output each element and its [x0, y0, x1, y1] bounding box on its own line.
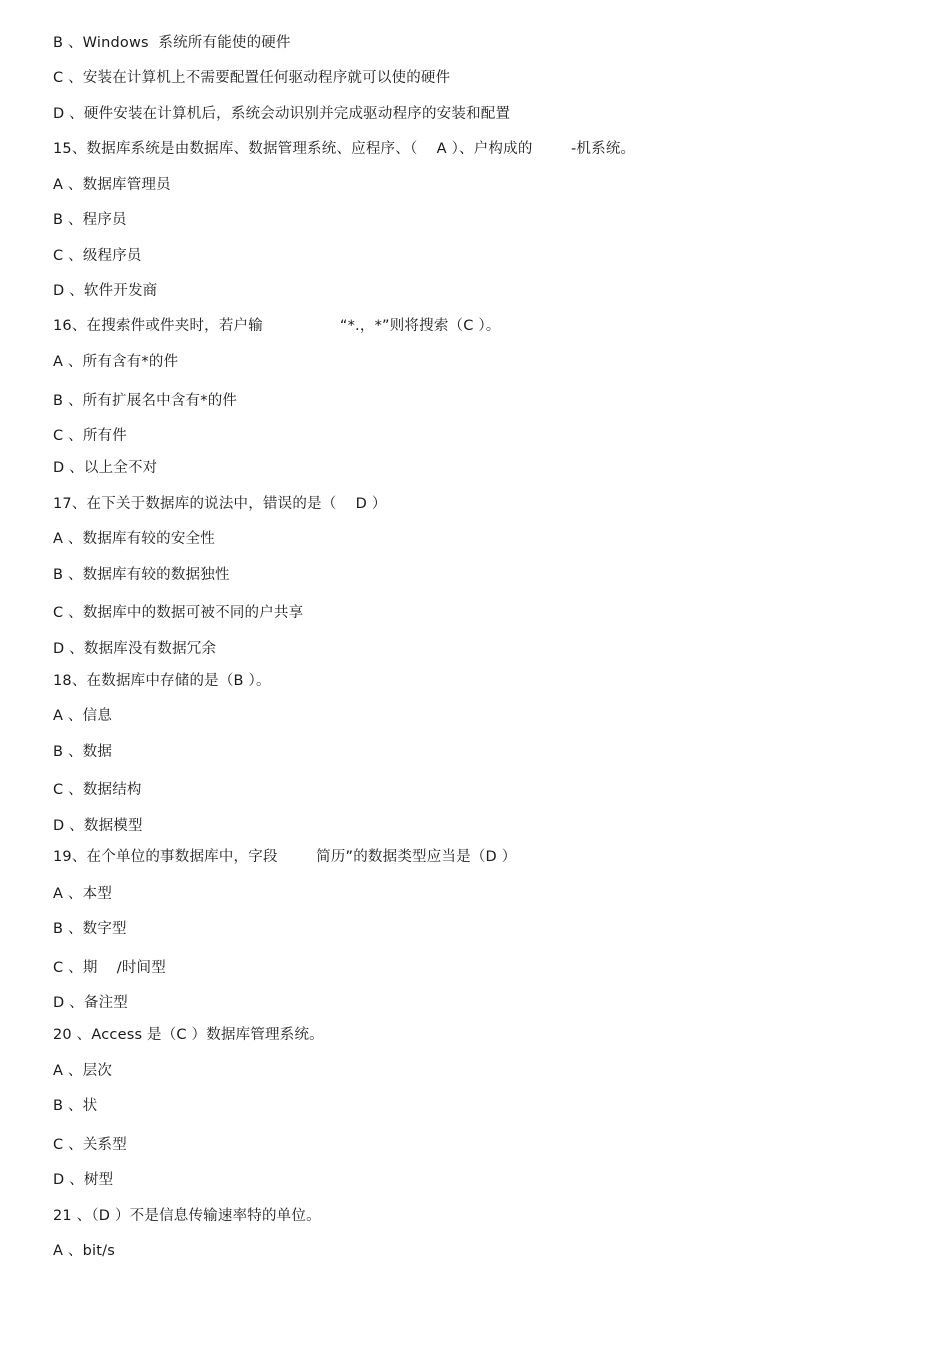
option-line: C 、数据库中的数据可被不同的户共享 [53, 605, 304, 621]
option-line: D 、以上全不对 [53, 460, 158, 476]
option-line: A 、层次 [53, 1063, 113, 1079]
question-line: 15、数据库系统是由数据库、数据管理系统、应程序、（ A ）、户构成的 -机系统。 [53, 141, 636, 157]
option-line: A 、数据库有较的安全性 [53, 531, 215, 547]
question-line: 18、在数据库中存储的是（B ）。 [53, 673, 271, 689]
option-line: A 、数据库管理员 [53, 177, 171, 193]
option-line: C 、安装在计算机上不需要配置任何驱动程序就可以使的硬件 [53, 70, 451, 86]
option-line: C 、数据结构 [53, 782, 142, 798]
question-line: 19、在个单位的事数据库中，字段 简历”的数据类型应当是（D ） [53, 849, 517, 865]
option-line: C 、所有件 [53, 428, 127, 444]
question-line: 16、在搜索件或件夹时，若户输 “*.，*”则将搜索（C ）。 [53, 318, 501, 334]
question-line: 21 、（D ）不是信息传输速率特的单位。 [53, 1208, 321, 1224]
option-line: B 、数字型 [53, 921, 127, 937]
question-line: 17、在下关于数据库的说法中，错误的是（ D ） [53, 496, 387, 512]
option-line: B 、所有扩展名中含有*的件 [53, 393, 238, 409]
option-line: A 、信息 [53, 708, 113, 724]
option-line: B 、状 [53, 1098, 98, 1114]
option-line: A 、bit/s [53, 1243, 115, 1259]
option-line: B 、数据 [53, 744, 113, 760]
option-line: D 、硬件安装在计算机后，系统会动识别并完成驱动程序的安装和配置 [53, 106, 511, 122]
option-line: C 、关系型 [53, 1137, 127, 1153]
option-line: B 、程序员 [53, 212, 127, 228]
option-line: A 、本型 [53, 886, 113, 902]
option-line: D 、软件开发商 [53, 283, 158, 299]
option-line: D 、树型 [53, 1172, 114, 1188]
option-line: D 、数据模型 [53, 818, 143, 834]
option-line: C 、级程序员 [53, 248, 142, 264]
question-line: 20 、Access 是（C ）数据库管理系统。 [53, 1027, 324, 1043]
option-line: D 、备注型 [53, 995, 128, 1011]
option-line: C 、期 /时间型 [53, 960, 166, 976]
option-line: A 、所有含有*的件 [53, 354, 179, 370]
option-line: B 、Windows 系统所有能使的硬件 [53, 35, 291, 51]
option-line: B 、数据库有较的数据独性 [53, 567, 230, 583]
option-line: D 、数据库没有数据冗余 [53, 641, 217, 657]
